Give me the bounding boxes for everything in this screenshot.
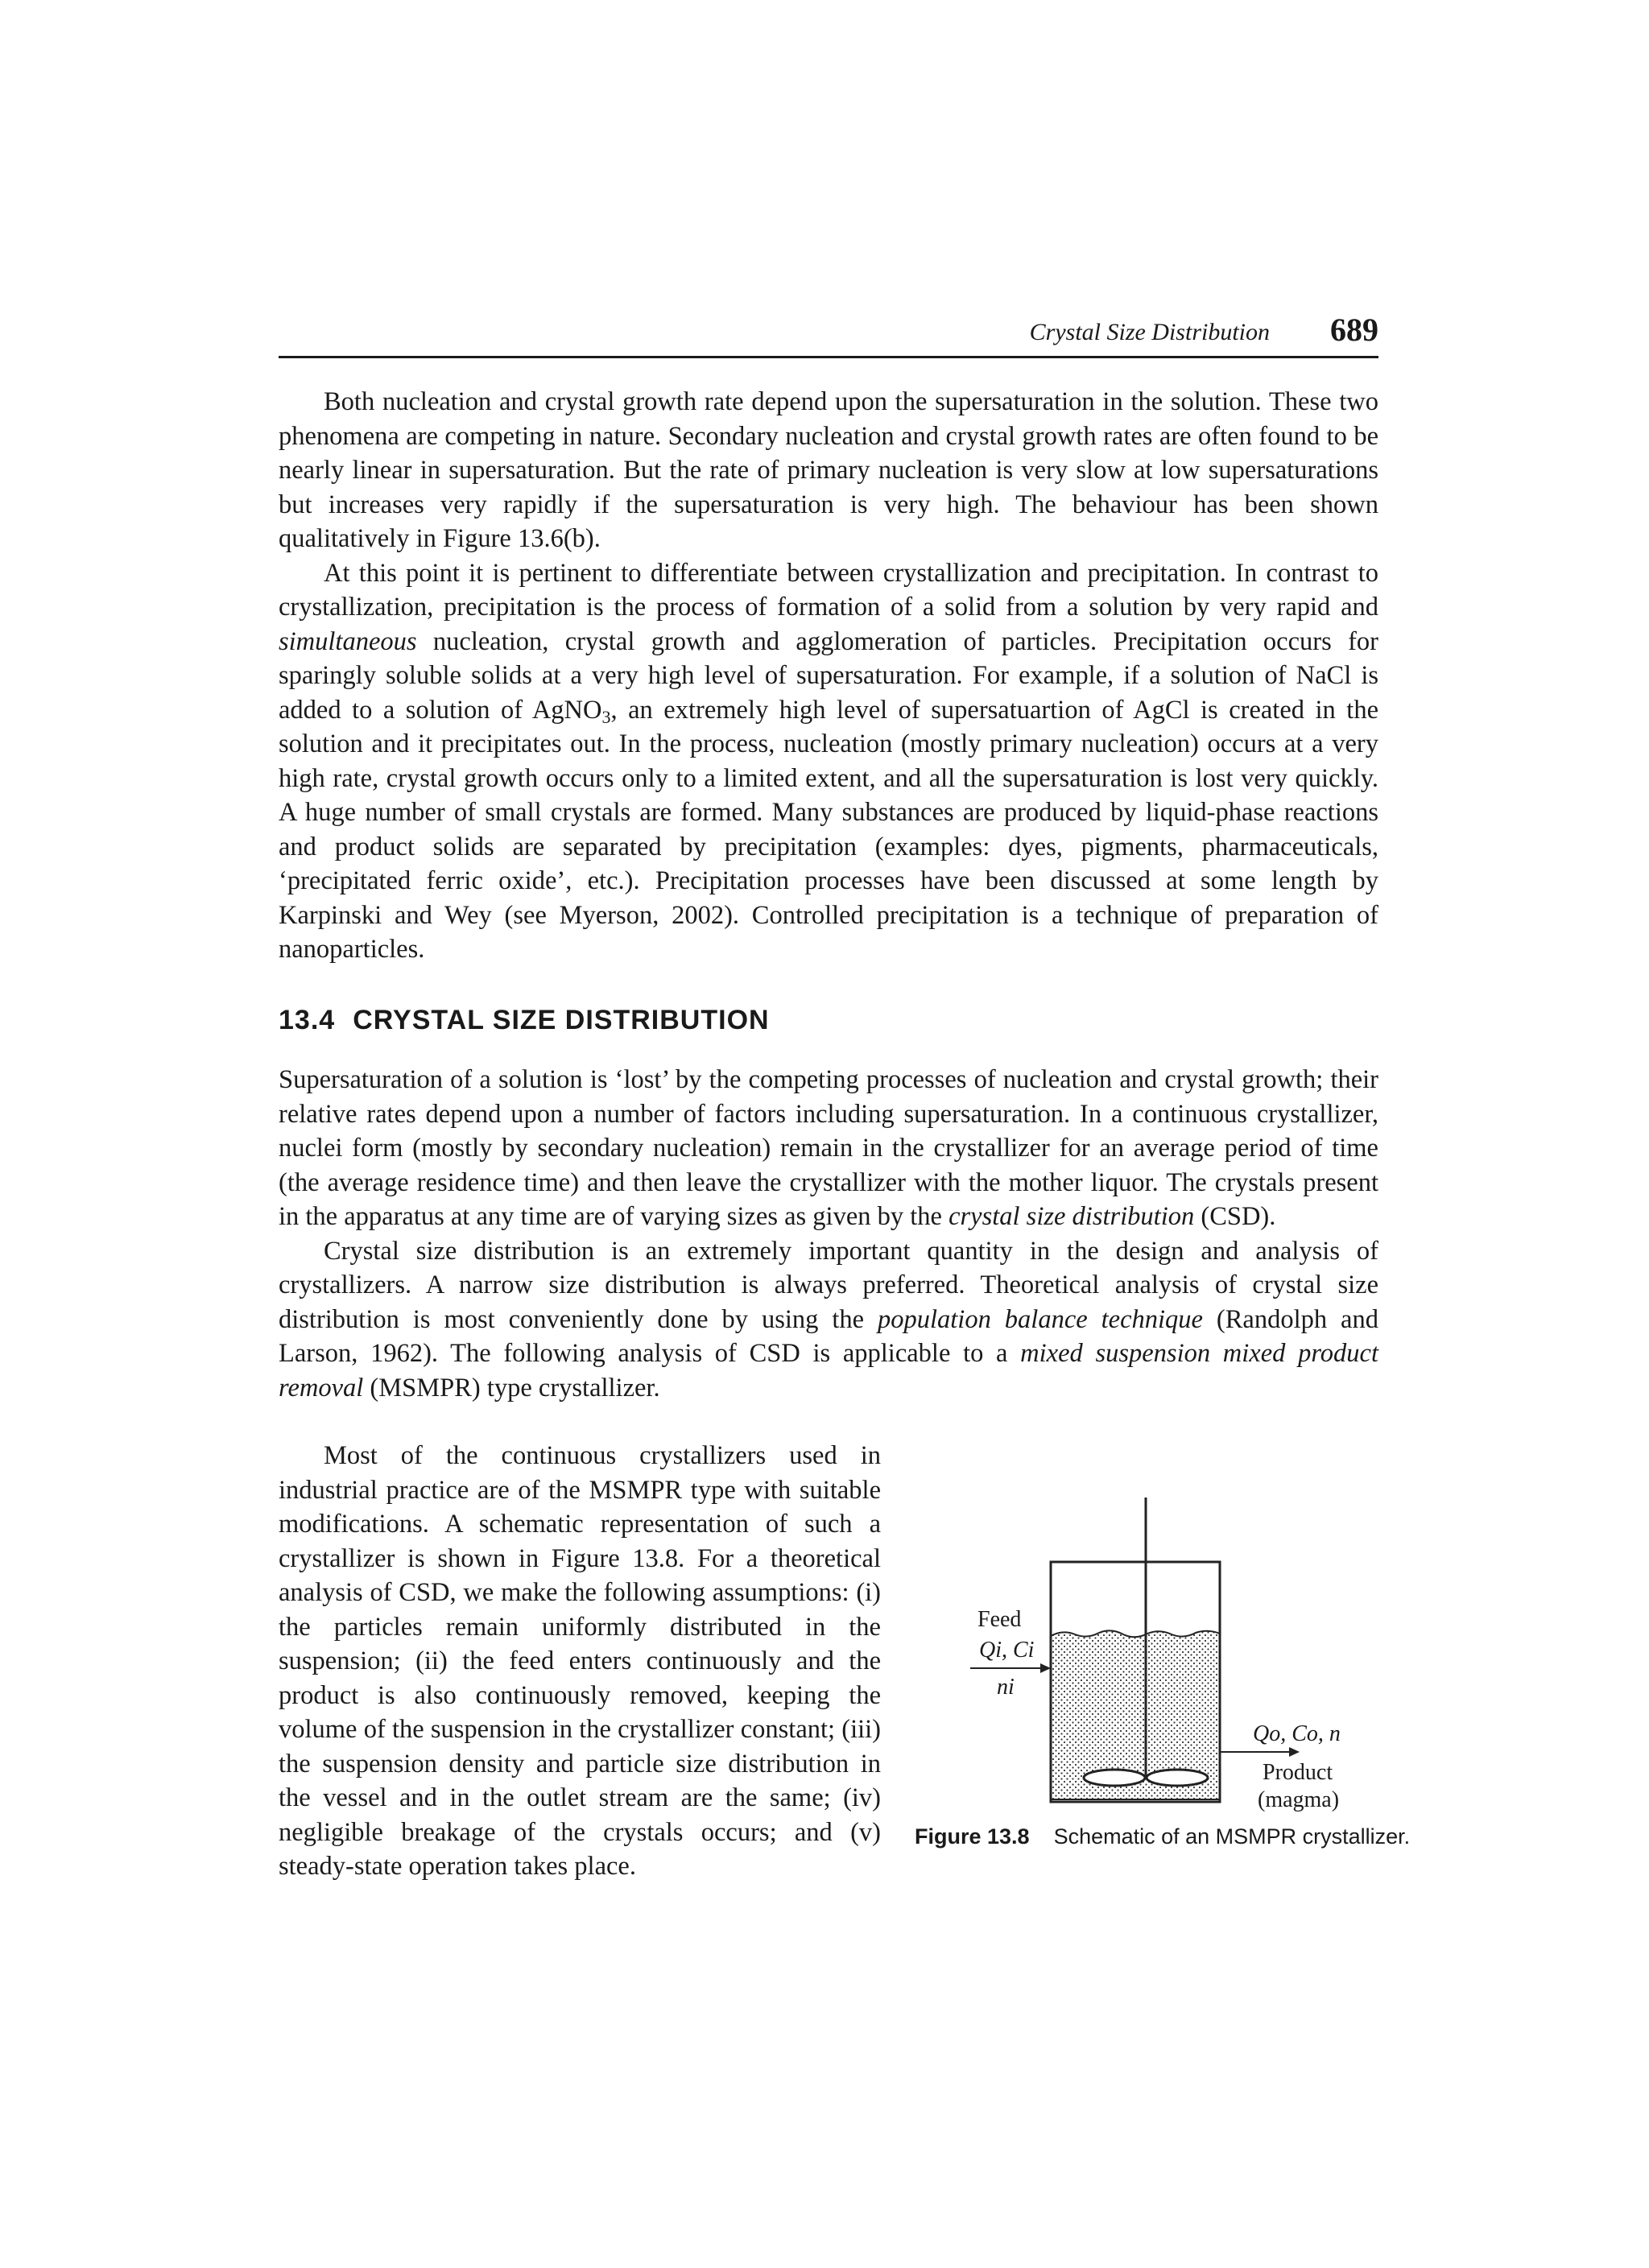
product-sub-label: (magma) (1258, 1787, 1340, 1812)
paragraph: At this point it is pertinent to differentiate between crystallization and precipitation. In contrast to crystallization, precipitation is the process of formation of a solid from a solution by very rapid and simultaneous nucleation, crystal growth and agglomeration of particles. Precipitation occurs for sparingly soluble solids at a very high level of supersaturation. For example, if a solution of NaCl is added to a solution of AgNO$_3$, an extremely high level of supersatuartion of AgCl is created in the solution and it precipitates out. In the process, nucleation (mostly primary nucleation) occurs at a very high rate, crystal growth occurs only to a limited extent, and all the supersaturation is lost very quickly. A huge number of small crystals are formed. Many substances are produced by liquid-phase reactions and product solids are separated by precipitation (examples: dyes, pigments, pharmaceuticals, ‘precipitated ferric oxide’, etc.). Precipitation processes have been discussed at some length by Karpinski and Wey (see Myerson, 2002). Controlled precipitation is a technique of preparation of nanoparticles. (279, 558, 1378, 964)
impeller-blade-left (1084, 1770, 1145, 1786)
top-text-block (279, 385, 1378, 967)
paragraph: Supersaturation of a solution is ‘lost’ by the competing processes of nucleation and crystal growth; their relative rates depend upon a number of factors including supersaturation. In a continuous crystallizer, nuclei form (mostly by secondary nucleation) remain in the crystallizer for an average period of time (the average residence time) and then leave the crystallizer with the mother liquor. The crystals present in the apparatus at any time are of varying sizes as given by the crystal size distribution (CSD). (279, 1065, 1378, 1231)
running-header (279, 314, 1378, 358)
product-variables: Qo, Co, n (1253, 1721, 1341, 1746)
running-title: Crystal Size Distribution (1029, 319, 1270, 345)
paragraph: Both nucleation and crystal growth rate depend upon the supersaturation in the solution. These two phenomena are competing in nature. Secondary nucleation and crystal growth rates are often found to be nearly linear in supersaturation. But the rate of primary nucleation is very slow at low supersaturations but increases very rapidly if the supersaturation is very high. The behaviour has been shown qualitatively in Figure 13.6(b). (279, 387, 1378, 553)
figure-caption-text: Schematic of an MSMPR crystallizer. (1053, 1824, 1411, 1849)
feed-label: Feed (977, 1607, 1022, 1632)
figure-caption (915, 1824, 1410, 1849)
product-arrowhead (1289, 1747, 1300, 1757)
figure-number: Figure 13.8 (915, 1824, 1030, 1849)
page-number: 689 (1330, 312, 1378, 348)
section-text-block (279, 1063, 1378, 1405)
section-number: 13.4 (279, 1005, 336, 1035)
paragraph: Crystal size distribution is an extremely important quantity in the design and analysis of crystallizers. A narrow size distribution is always preferred. Theoretical analysis of crystal size distribution is most conveniently done by using the population balance technique (Randolph and Larson, 1962). The following analysis of CSD is applicable to a mixed suspension mixed product removal (MSMPR) type crystallizer. (279, 1236, 1378, 1403)
wrapped-text-block (279, 1439, 881, 1884)
impeller-blade-right (1147, 1770, 1208, 1786)
section-title: CRYSTAL SIZE DISTRIBUTION (353, 1005, 770, 1035)
section-heading (279, 1005, 770, 1036)
feed-variables: Qi, Ci (979, 1638, 1035, 1663)
feed-arrowhead (1040, 1663, 1051, 1673)
feed-number-density: ni (997, 1675, 1015, 1700)
product-label: Product (1263, 1760, 1333, 1785)
paragraph: Most of the continuous crystallizers used in industrial practice are of the MSMPR type with suitable modifications. A schematic representation of such a crystallizer is shown in Figure 13.8. For a theoretical analysis of CSD, we make the following assumptions: (i) the particles remain uniformly distributed in the suspension; (ii) the feed enters continuously and the product is also continuously removed, keeping the volume of the suspension in the crystallizer constant; (iii) the suspension density and particle size distribution in the vessel and in the outlet stream are the same; (iv) negligible breakage of the crystals occurs; and (v) steady-state operation takes place. (279, 1441, 881, 1881)
